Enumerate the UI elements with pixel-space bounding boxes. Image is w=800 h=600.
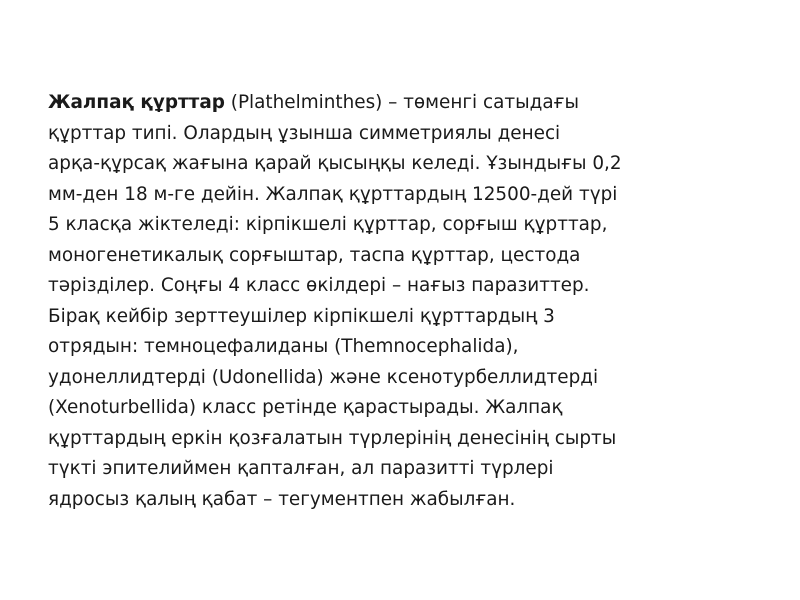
text-line: тәрізділер. Соңғы 4 класс өкілдері – нағыз паразиттер.: [48, 275, 590, 296]
text-line: удонеллидтерді (Udonellida) және ксенотурбеллидтерді: [48, 366, 599, 388]
text-line: Бірақ кейбір зерттеушілер кірпікшелі құрттардың 3: [48, 305, 555, 327]
text-line: құрттардың еркін қозғалатын түрлерінің денесінің сырты: [48, 427, 617, 449]
text-line-1-rest: (Plathelminthes) – төменгі сатыдағы: [224, 92, 579, 113]
text-line: моногенетикалық сорғыштар, таспа құрттар, цестода: [48, 244, 581, 266]
text-line: түкті эпителиймен қапталған, ал паразитті түрлері: [48, 458, 554, 479]
text-line: құрттар типі. Олардың ұзынша симметриялы денесі: [48, 122, 561, 144]
text-line: мм-ден 18 м-ге дейін. Жалпақ құрттардың 12500-дей түрі: [48, 183, 618, 205]
text-line: (Xenoturbellida) класс ретінде қарастырады. Жалпақ: [48, 397, 563, 418]
text-line: [48, 88, 768, 119]
text-line: 5 класқа жіктеледі: кірпікшелі құрттар, сорғыш құрттар,: [48, 214, 608, 235]
body-paragraph: [48, 88, 768, 515]
text-line: ядросыз қалың қабат – тегументпен жабылған.: [48, 488, 516, 510]
term-heading: Жалпақ құрттар: [48, 92, 225, 113]
text-line: отрядын: темноцефалиданы (Themnocephalida),: [48, 336, 519, 357]
text-line: арқа-құрсақ жағына қарай қысыңқы келеді. Ұзындығы 0,2: [48, 153, 622, 174]
